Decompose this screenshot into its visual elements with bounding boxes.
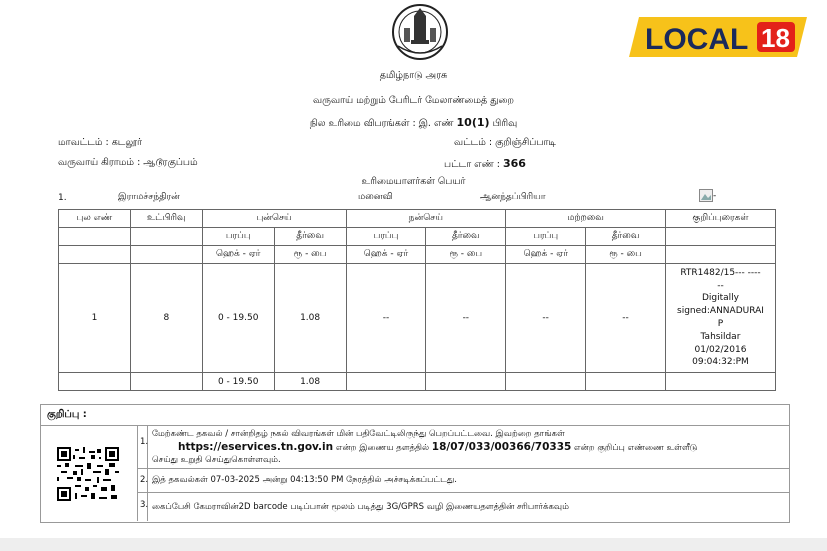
note-1-line-3: செய்து உறுதி செய்துகொள்ளவும். <box>152 455 281 465</box>
owner-photo: - <box>699 189 716 202</box>
blank-cell <box>346 373 426 391</box>
blank-cell <box>130 246 202 264</box>
blank-cell <box>130 373 202 391</box>
blank-cell <box>59 373 131 391</box>
remarks-line: signed:ANNADURAI <box>677 306 764 317</box>
owners-title: உரிமையாளர்கள் பெயர் <box>361 176 466 187</box>
footer-strip <box>0 538 827 551</box>
sub-area: பரப்பு <box>202 228 274 246</box>
department-title: வருவாய் மற்றும் பேரிடர் மேலாண்மைத் துறை <box>313 95 514 106</box>
remarks-line: P <box>717 319 724 329</box>
blank-cell <box>665 228 775 246</box>
blank-cell <box>506 373 586 391</box>
note-2-text: இத் தகவல்கள் 07-03-2025 அன்று 04:13:50 PM நேரத்தில் அச்சடிக்கப்பட்டது. <box>152 475 458 485</box>
svg-text:LOCAL: LOCAL <box>645 23 749 56</box>
remarks-line: Tahsildar <box>700 331 741 342</box>
remarks-line: Digitally <box>701 293 739 304</box>
note-2-number: 2. <box>140 475 149 485</box>
remarks-line: -- <box>717 280 724 291</box>
taluk: வட்டம் : குறிஞ்சிப்பாடி <box>454 137 556 148</box>
land-table <box>58 209 776 391</box>
header-survey: புல எண் <box>59 210 131 228</box>
sub-area: பரப்பு <box>346 228 426 246</box>
owner-relation: மனைவி <box>358 192 393 202</box>
form-title: நில உரிமை விபரங்கள் : இ. எண் 10(1) பிரிவு <box>309 116 518 129</box>
total-dry-area: 0 - 19.50 <box>202 373 274 391</box>
remarks-line: 01/02/2016 <box>694 344 747 355</box>
wet-area: -- <box>346 264 426 373</box>
tamilnadu-emblem <box>390 2 450 64</box>
owner-index: 1. <box>58 193 67 203</box>
dry-tax: 1.08 <box>274 264 346 373</box>
dry-area: 0 - 19.50 <box>202 264 274 373</box>
govt-title: தமிழ்நாடு அரசு <box>379 70 448 81</box>
total-dry-tax: 1.08 <box>274 373 346 391</box>
other-tax: -- <box>586 264 666 373</box>
note-1-ref: 18/07/033/00366/70335 <box>431 441 572 453</box>
patta: பட்டா எண் : 366 <box>444 157 526 170</box>
table-row <box>59 264 776 373</box>
unit-tax: ரூ - பை <box>426 246 506 264</box>
notes-title: குறிப்பு : <box>41 405 789 426</box>
blank-cell <box>665 373 775 391</box>
header-other: மற்றவை <box>506 210 666 228</box>
sub-tax: தீர்வை <box>586 228 666 246</box>
header-remarks: குறிப்புரைகள் <box>665 210 775 228</box>
header-wet: நன்செய் <box>346 210 506 228</box>
blank-cell <box>665 246 775 264</box>
note-1-line-1: மேற்கண்ட தகவல் / சான்றிதழ் நகல் விவரங்கள் மின் பதிவேட்டிலிருந்து பெறப்பட்டவை. இவற்றை தாங்கள் <box>152 429 565 439</box>
village: வருவாய் கிராமம் : ஆடூரகுப்பம் <box>58 157 198 168</box>
note-3-number: 3. <box>140 500 149 510</box>
blank-cell <box>59 246 131 264</box>
local18-logo <box>625 11 815 63</box>
sub-tax: தீர்வை <box>426 228 506 246</box>
svg-text:18: 18 <box>761 23 790 53</box>
blank-cell <box>130 228 202 246</box>
sub-tax: தீர்வை <box>274 228 346 246</box>
note-3-text: கைப்பேசி கேமராவின்2D barcode படிப்பான் மூலம் படித்து 3G/GPRS வழி இணையதளத்தின் சரிபார்க்கவும் <box>152 502 569 512</box>
unit-tax: ரூ - பை <box>274 246 346 264</box>
owner-relative: ஆனந்தப்பிரியா <box>480 192 546 202</box>
qr-code <box>57 447 119 505</box>
district: மாவட்டம் : கடலூர் <box>58 137 142 148</box>
survey-number: 1 <box>59 264 131 373</box>
note-1-url: https://eservices.tn.gov.in <box>178 441 334 453</box>
header-dry: புன்செய் <box>202 210 346 228</box>
note-1-line-2: https://eservices.tn.gov.in என்ற இணைய தளத்தில் 18/07/033/00366/70335 என்ற குறிப்பு எண்ணை உள்ளீடு <box>178 441 698 453</box>
remarks-line: 09:04:32:PM <box>692 357 749 368</box>
unit-area: ஹெக் - ஏர் <box>202 246 274 264</box>
remarks-line: RTR1482/15--- ---- <box>680 267 761 278</box>
note-1-number: 1. <box>140 437 149 447</box>
broken-image-icon <box>699 189 713 202</box>
notes-list <box>137 426 789 521</box>
remarks-cell <box>665 264 775 373</box>
blank-cell <box>426 373 506 391</box>
blank-cell <box>586 373 666 391</box>
sub-area: பரப்பு <box>506 228 586 246</box>
wet-tax: -- <box>426 264 506 373</box>
total-row <box>59 373 776 391</box>
notes-box <box>40 404 790 523</box>
header-subdiv: உட்பிரிவு <box>130 210 202 228</box>
other-area: -- <box>506 264 586 373</box>
unit-area: ஹெக் - ஏர் <box>506 246 586 264</box>
unit-area: ஹெக் - ஏர் <box>346 246 426 264</box>
subdivision: 8 <box>130 264 202 373</box>
blank-cell <box>59 228 131 246</box>
unit-tax: ரூ - பை <box>586 246 666 264</box>
owner-name: இராமச்சந்திரன் <box>118 192 180 202</box>
